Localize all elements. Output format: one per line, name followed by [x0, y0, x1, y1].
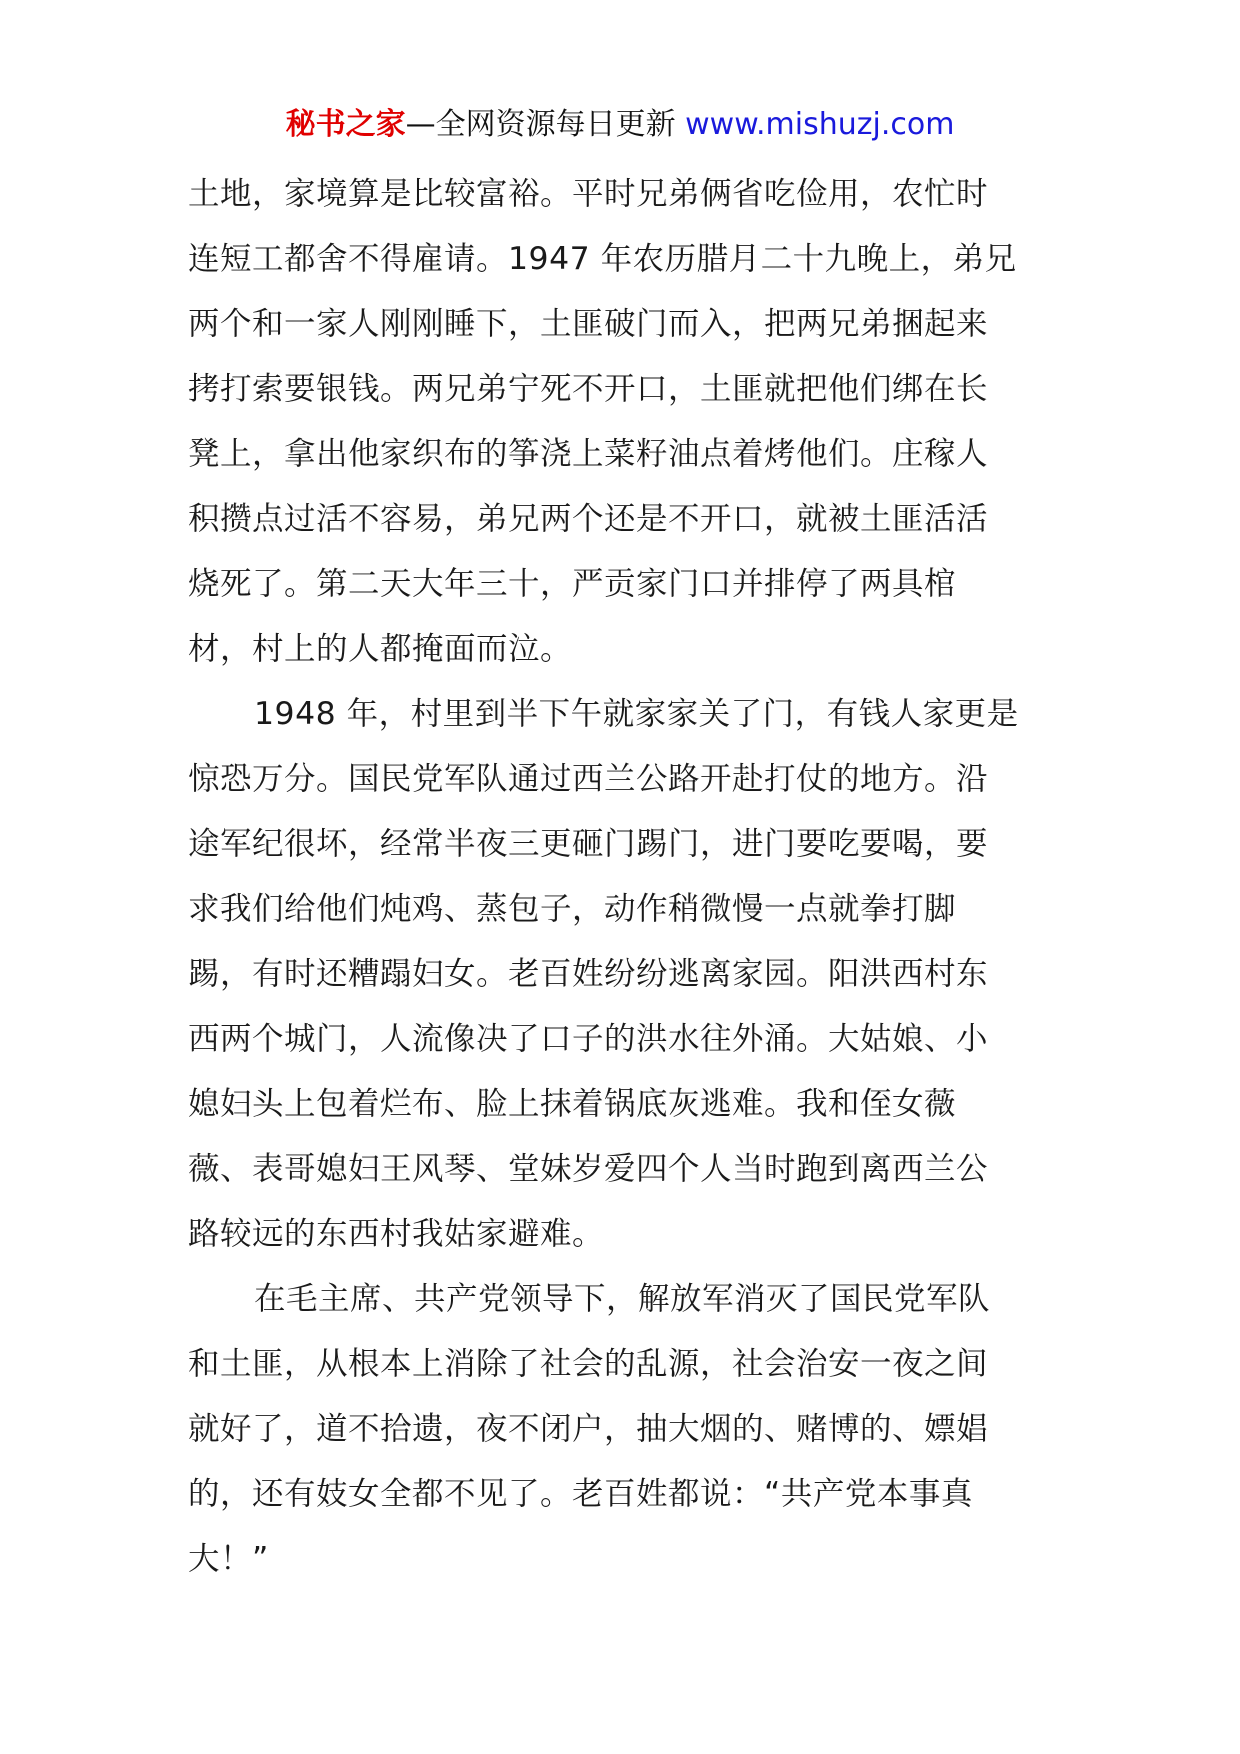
text-line: 路较远的东西村我姑家避难。: [188, 1216, 605, 1252]
text-line: 薇、表哥媳妇王风琴、堂妹岁爱四个人当时跑到离西兰公: [188, 1151, 989, 1187]
text-line: 连短工都舍不得雇请。1947 年农历腊月二十九晚上，弟兄: [188, 241, 1017, 277]
text-line: 途军纪很坏，经常半夜三更砸门踢门，进门要吃要喝，要: [188, 826, 989, 862]
text-line: 踢，有时还糟蹋妇女。老百姓纷纷逃离家园。阳洪西村东: [188, 956, 989, 992]
text-line: 1948 年，村里到半下午就家家关了门，有钱人家更是: [254, 696, 1019, 732]
text-line: 大！”: [188, 1541, 269, 1577]
paragraph-3: [188, 1267, 1054, 1592]
text-line: 西两个城门，人流像决了口子的洪水往外涌。大姑娘、小: [188, 1021, 989, 1057]
text-line: 烧死了。第二天大年三十，严贡家门口并排停了两具棺: [188, 566, 957, 602]
text-line: 土地，家境算是比较富裕。平时兄弟俩省吃俭用，农忙时: [188, 176, 989, 212]
text-line: 两个和一家人刚刚睡下，土匪破门而入，把两兄弟捆起来: [188, 306, 989, 342]
page-header: [0, 100, 1240, 150]
text-line: 在毛主席、共产党领导下，解放军消灭了国民党军队: [254, 1281, 991, 1317]
text-line: 积攒点过活不容易，弟兄两个还是不开口，就被土匪活活: [188, 501, 989, 537]
text-line: 求我们给他们炖鸡、蒸包子，动作稍微慢一点就拳打脚: [188, 891, 957, 927]
text-line: 材，村上的人都掩面而泣。: [188, 631, 573, 667]
text-line: 惊恐万分。国民党军队通过西兰公路开赴打仗的地方。沿: [188, 761, 989, 797]
paragraph-1: [188, 162, 1054, 682]
brand-name: 秘书之家: [285, 107, 406, 142]
header-tagline: —全网资源每日更新: [405, 107, 676, 142]
text-line: 凳上，拿出他家织布的筝浇上菜籽油点着烤他们。庄稼人: [188, 436, 989, 472]
text-line: 就好了，道不拾遗，夜不闭户，抽大烟的、赌博的、嫖娼: [188, 1411, 989, 1447]
text-line: 的，还有妓女全都不见了。老百姓都说：“共产党本事真: [188, 1476, 973, 1512]
text-line: 媳妇头上包着烂布、脸上抹着锅底灰逃难。我和侄女薇: [188, 1086, 957, 1122]
text-line: 拷打索要银钱。两兄弟宁死不开口，土匪就把他们绑在长: [188, 371, 989, 407]
text-line: 和土匪，从根本上消除了社会的乱源，社会治安一夜之间: [188, 1346, 989, 1382]
document-body: [188, 162, 1054, 1592]
paragraph-2: [188, 682, 1054, 1267]
website-link[interactable]: www.mishuzj.com: [685, 107, 955, 142]
